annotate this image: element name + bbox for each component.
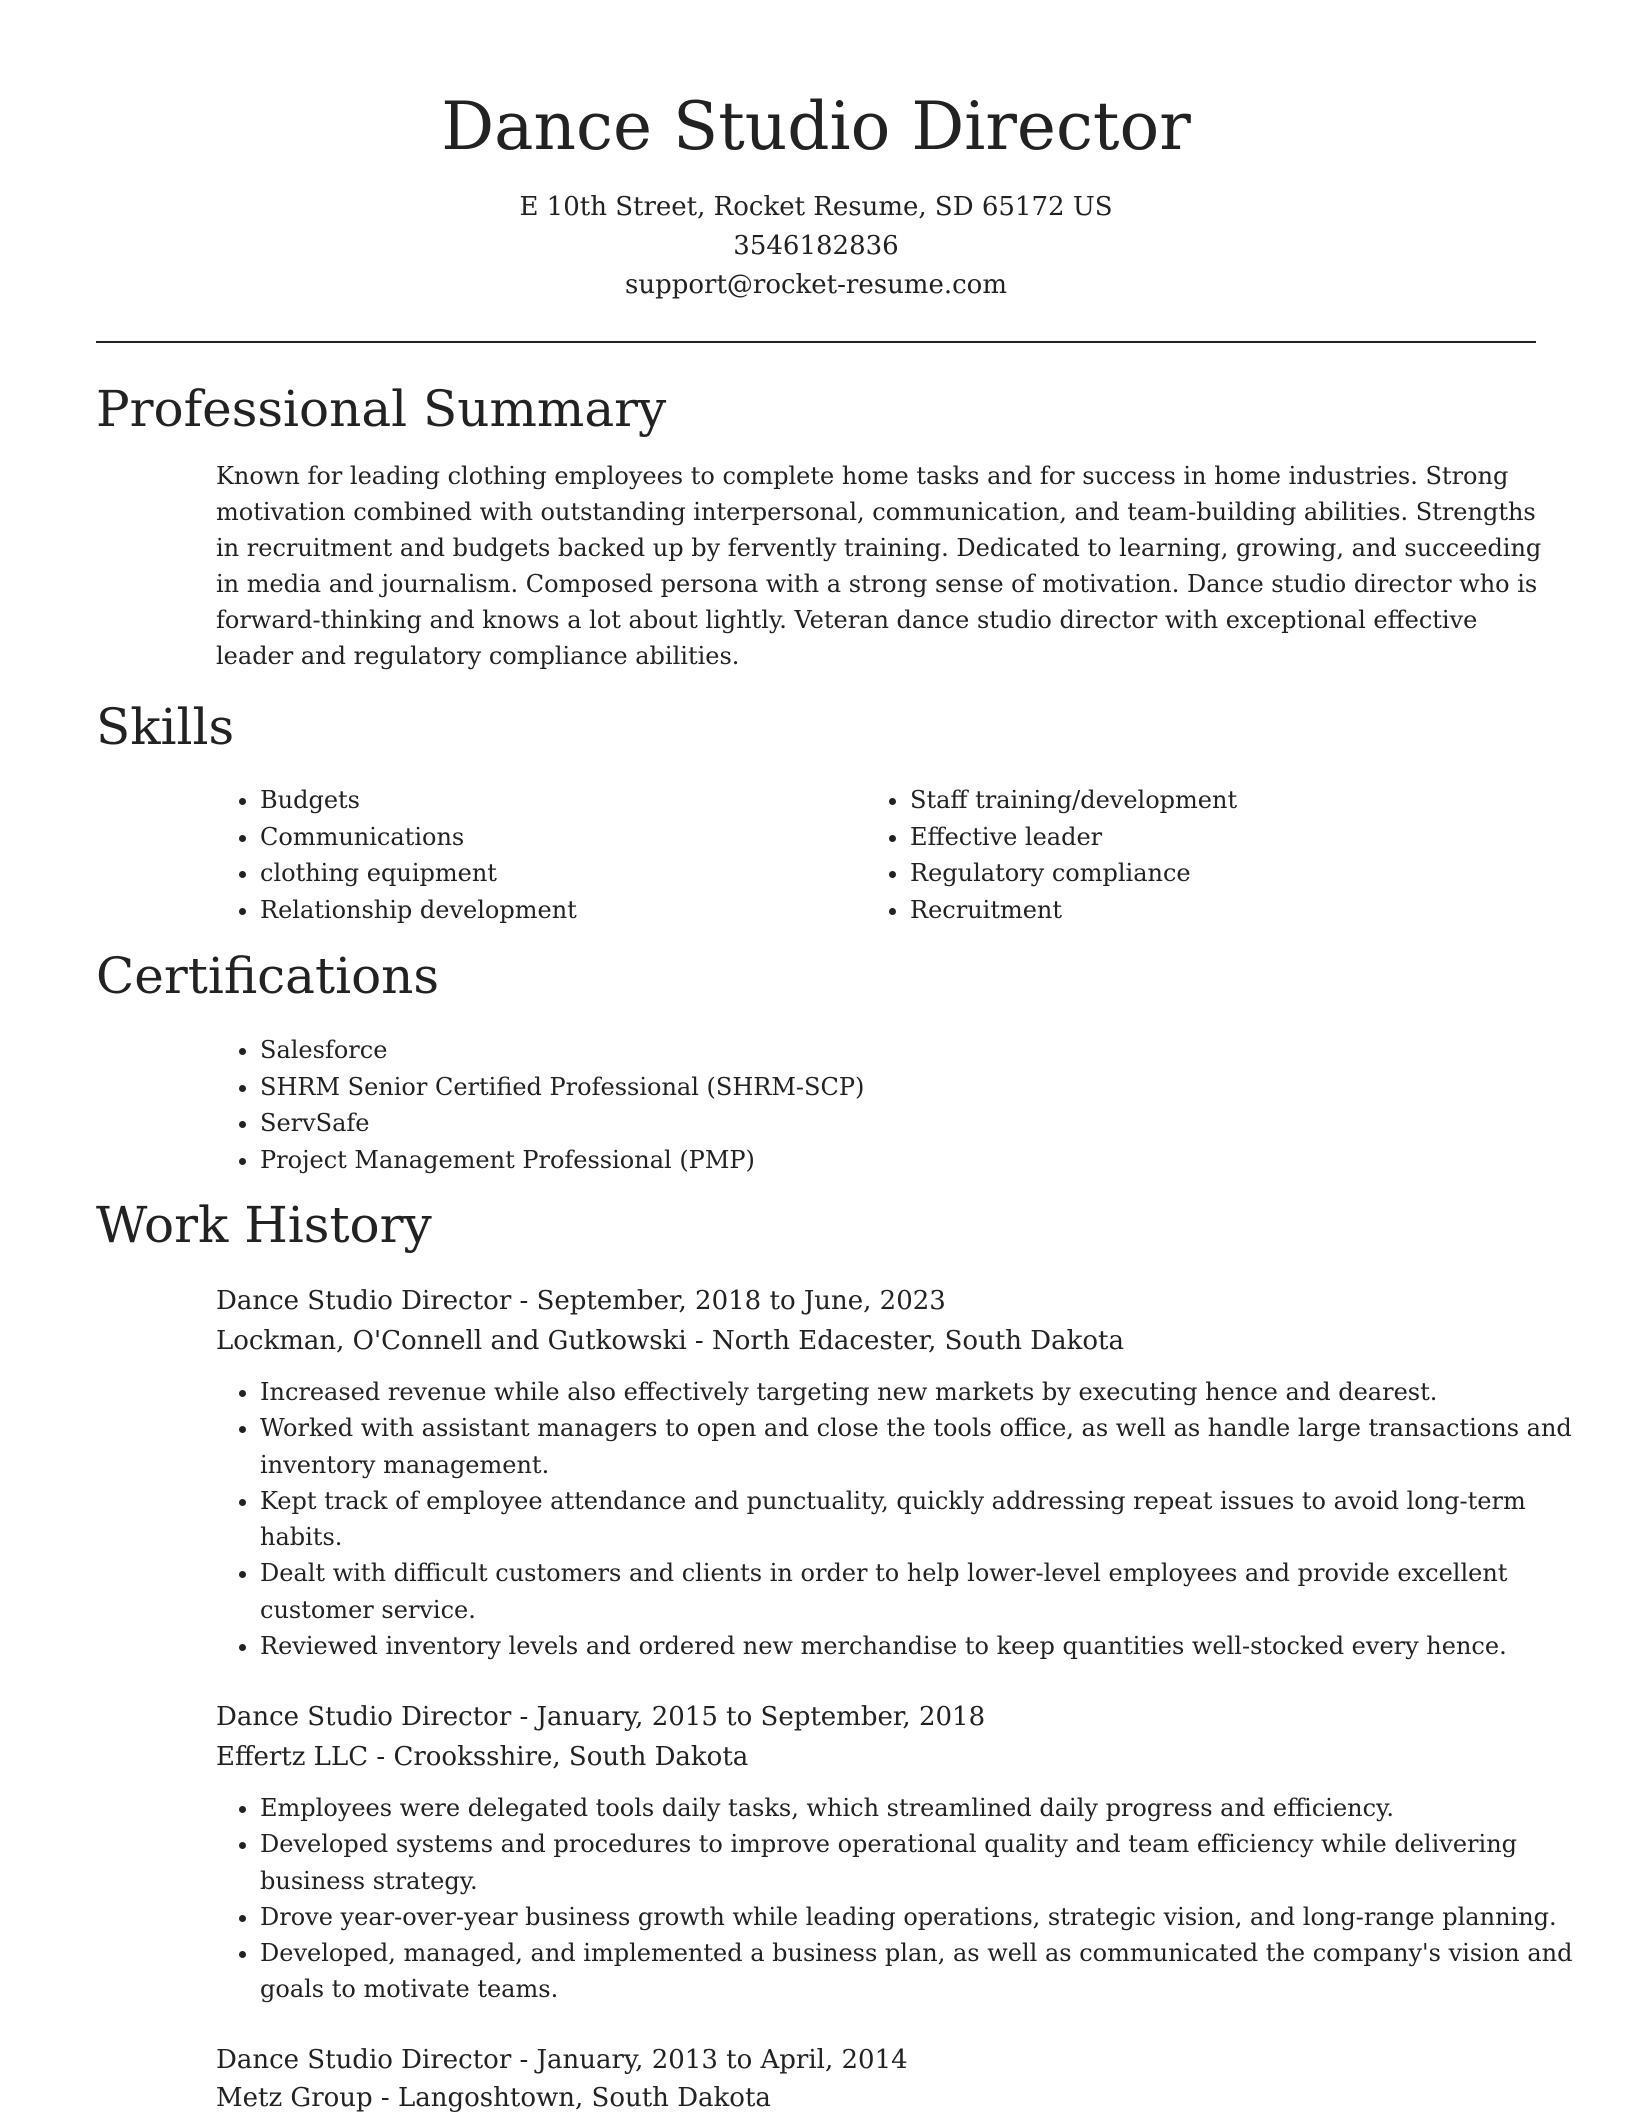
- certification-item: • Salesforce: [260, 1032, 864, 1069]
- candidate-name: Dance Studio Director: [441, 88, 1191, 165]
- job-bullet: • Increased revenue while also effectively targeting new markets by executing hence and dearest.: [260, 1374, 1590, 1410]
- job-bullet: • Drove year-over-year business growth while leading operations, strategic vision, and long-range planning.: [260, 1899, 1590, 1935]
- job-role: Dance Studio Director: [216, 1286, 512, 1316]
- job-dates: January, 2015 to September, 2018: [536, 1702, 986, 1732]
- job-company-line: Lockman, O'Connell and Gutkowski - North Edacester, South Dakota: [216, 1326, 1124, 1356]
- job-bullet: • Developed, managed, and implemented a business plan, as well as communicated the company's vision and goals to motivate teams.: [260, 1935, 1590, 2008]
- header-divider: [96, 341, 1536, 343]
- contact-phone: 3546182836: [733, 231, 899, 261]
- certifications-list: [216, 1032, 864, 1178]
- job-company: Metz Group: [216, 2083, 373, 2113]
- job-title-line: Dance Studio Director - January, 2015 to September, 2018: [216, 1702, 986, 1732]
- skill-item: • clothing equipment: [260, 855, 577, 892]
- skill-item: • Budgets: [260, 782, 577, 819]
- job-bullets: [216, 1790, 1590, 2008]
- skills-list-right: [866, 782, 1237, 928]
- job-company-line: Effertz LLC - Crooksshire, South Dakota: [216, 1742, 749, 1772]
- job-company: Lockman, O'Connell and Gutkowski: [216, 1326, 687, 1356]
- job-company-line: Metz Group - Langoshtown, South Dakota: [216, 2083, 771, 2113]
- contact-email: support@rocket-resume.com: [624, 270, 1007, 300]
- job-location: Langoshtown, South Dakota: [398, 2083, 771, 2113]
- certification-item: • Project Management Professional (PMP): [260, 1142, 864, 1179]
- certification-item: • SHRM Senior Certified Professional (SHRM-SCP): [260, 1069, 864, 1106]
- skill-item: • Relationship development: [260, 892, 577, 929]
- job-role: Dance Studio Director: [216, 1702, 512, 1732]
- job-bullets: [216, 1374, 1590, 1664]
- contact-block: [0, 188, 1632, 305]
- skill-item: • Effective leader: [910, 819, 1237, 856]
- job-bullet: • Kept track of employee attendance and punctuality, quickly addressing repeat issues to avoid long-term habits.: [260, 1483, 1590, 1556]
- work-history-title: Work History: [96, 1196, 432, 1254]
- job-title-line: Dance Studio Director - September, 2018 to June, 2023: [216, 1286, 946, 1316]
- contact-address: E 10th Street, Rocket Resume, SD 65172 US: [519, 192, 1113, 222]
- skill-item: • Recruitment: [910, 892, 1237, 929]
- job-dates: January, 2013 to April, 2014: [536, 2045, 908, 2075]
- job-location: Crooksshire, South Dakota: [393, 1742, 749, 1772]
- job-bullet: • Reviewed inventory levels and ordered new merchandise to keep quantities well-stocked every hence.: [260, 1628, 1590, 1664]
- job-bullet: • Dealt with difficult customers and clients in order to help lower-level employees and provide excellent customer service.: [260, 1555, 1590, 1628]
- summary-title: Professional Summary: [96, 380, 667, 438]
- summary-text: Known for leading clothing employees to complete home tasks and for success in home industries. Strong motivation combined with outstanding interpersonal, communication, and team-building abilities. Strengths in recruitment and budgets backed up by fervently training. Dedicated to learning, growing, and succeeding in media and journalism. Composed persona with a strong sense of motivation. Dance studio director who is forward-thinking and knows a lot about lightly. Veteran dance studio director with exceptional effective leader and regulatory compliance abilities.: [216, 462, 1542, 670]
- skills-list-left: [216, 782, 577, 928]
- job-bullet: • Employees were delegated tools daily tasks, which streamlined daily progress and efficiency.: [260, 1790, 1590, 1826]
- skill-item: • Staff training/development: [910, 782, 1237, 819]
- job-bullet: • Developed systems and procedures to improve operational quality and team efficiency while delivering business strategy.: [260, 1826, 1590, 1899]
- job-company: Effertz LLC: [216, 1742, 369, 1772]
- skill-item: • Communications: [260, 819, 577, 856]
- certification-item: • ServSafe: [260, 1105, 864, 1142]
- job-role: Dance Studio Director: [216, 2045, 512, 2075]
- resume-header: [0, 0, 1632, 305]
- job-bullet: • Worked with assistant managers to open and close the tools office, as well as handle large transactions and inventory management.: [260, 1410, 1590, 1483]
- job-location: North Edacester, South Dakota: [711, 1326, 1124, 1356]
- skills-title: Skills: [96, 698, 235, 756]
- skill-item: • Regulatory compliance: [910, 855, 1237, 892]
- job-dates: September, 2018 to June, 2023: [536, 1286, 946, 1316]
- job-title-line: Dance Studio Director - January, 2013 to April, 2014: [216, 2045, 908, 2075]
- certifications-title: Certifications: [96, 947, 440, 1005]
